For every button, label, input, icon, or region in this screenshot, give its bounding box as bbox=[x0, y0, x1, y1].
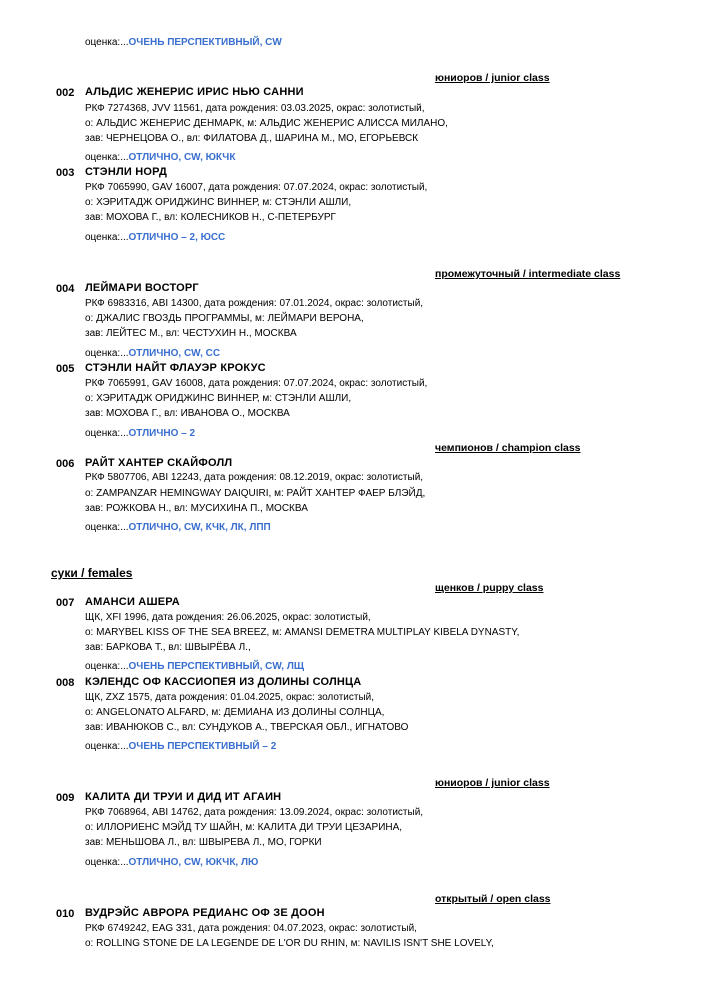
parents-line: о: ИЛЛОРИЕНС МЭЙД ТУ ШАЙН, м: КАЛИТА ДИ ТРУИ ЦЕЗАРИНА, bbox=[85, 822, 403, 833]
grade-value: ОЧЕНЬ ПЕРСПЕКТИВНЫЙ – 2 bbox=[128, 741, 277, 752]
entry-number: 010 bbox=[56, 908, 75, 920]
dog-name: ВУДРЭЙС АВРОРА РЕДИАНС ОФ ЗЕ ДООН bbox=[85, 907, 325, 919]
grade-row bbox=[85, 857, 258, 869]
dog-name: АМАНСИ АШЕРА bbox=[85, 596, 180, 608]
entry-number: 003 bbox=[56, 167, 75, 179]
breeder-owner-line: зав: ЛЕЙТЕС М., вл: ЧЕСТУХИН Н., МОСКВА bbox=[85, 328, 297, 339]
class-header-junior: юниоров / junior class bbox=[435, 777, 550, 789]
registration-line: РКФ 5807706, ABI 12243, дата рождения: 08.12.2019, окрас: золотистый, bbox=[85, 472, 424, 483]
grade-value: ОТЛИЧНО, CW, КЧК, ЛК, ЛПП bbox=[128, 522, 271, 533]
parents-line: о: MARYBEL KISS OF THE SEA BREEZ, м: AMANSI DEMETRA MULTIPLAY KIBELA DYNASTY, bbox=[85, 627, 520, 638]
registration-line: РКФ 6749242, EAG 331, дата рождения: 04.07.2023, окрас: золотистый, bbox=[85, 923, 417, 934]
grade-row bbox=[85, 522, 271, 534]
grade-label: оценка:... bbox=[85, 661, 129, 672]
registration-line: РКФ 6983316, ABI 14300, дата рождения: 07.01.2024, окрас: золотистый, bbox=[85, 298, 424, 309]
grade-row bbox=[85, 232, 225, 244]
entry-number: 009 bbox=[56, 792, 75, 804]
entry-number: 007 bbox=[56, 597, 75, 609]
dog-name: АЛЬДИС ЖЕНЕРИС ИРИС НЬЮ САННИ bbox=[85, 86, 304, 98]
class-header-intermediate: промежуточный / intermediate class bbox=[435, 268, 621, 280]
breeder-owner-line: зав: МОХОВА Г., вл: ИВАНОВА О., МОСКВА bbox=[85, 408, 290, 419]
breeder-owner-line: зав: МОХОВА Г., вл: КОЛЕСНИКОВ Н., С-ПЕТЕРБУРГ bbox=[85, 212, 336, 223]
grade-value: ОТЛИЧНО, CW, ЮКЧК bbox=[128, 152, 236, 163]
registration-line: ЩК, XFI 1996, дата рождения: 26.06.2025, окрас: золотистый, bbox=[85, 612, 371, 623]
grade-value: ОТЛИЧНО, CW, ЮКЧК, ЛЮ bbox=[128, 857, 259, 868]
registration-line: РКФ 7274368, JVV 11561, дата рождения: 03.03.2025, окрас: золотистый, bbox=[85, 103, 425, 114]
breeder-owner-line: зав: БАРКОВА Т., вл: ШВЫРЁВА Л., bbox=[85, 642, 251, 653]
class-header-junior: юниоров / junior class bbox=[435, 72, 550, 84]
registration-line: РКФ 7065990, GAV 16007, дата рождения: 07.07.2024, окрас: золотистый, bbox=[85, 182, 428, 193]
parents-line: о: ХЭРИТАДЖ ОРИДЖИНС ВИННЕР, м: СТЭНЛИ АШЛИ, bbox=[85, 197, 352, 208]
parents-line: о: АЛЬДИС ЖЕНЕРИС ДЕНМАРК, м: АЛЬДИС ЖЕНЕРИС АЛИССА МИЛАНО, bbox=[85, 118, 448, 129]
grade-label: оценка:... bbox=[85, 348, 129, 359]
registration-line: ЩК, ZXZ 1575, дата рождения: 01.04.2025, окрас: золотистый, bbox=[85, 692, 375, 703]
grade-row bbox=[85, 428, 195, 440]
entry-number: 004 bbox=[56, 283, 75, 295]
parents-line: о: ХЭРИТАДЖ ОРИДЖИНС ВИННЕР, м: СТЭНЛИ АШЛИ, bbox=[85, 393, 352, 404]
grade-label: оценка:... bbox=[85, 152, 129, 163]
grade-row bbox=[85, 348, 220, 360]
section-header-females bbox=[51, 566, 132, 580]
registration-line: РКФ 7065991, GAV 16008, дата рождения: 07.07.2024, окрас: золотистый, bbox=[85, 378, 428, 389]
grade-value: ОТЛИЧНО – 2, ЮСС bbox=[128, 232, 226, 243]
entry-number: 008 bbox=[56, 677, 75, 689]
dog-name: КАЛИТА ДИ ТРУИ И ДИД ИТ АГАИН bbox=[85, 791, 282, 803]
dog-name: РАЙТ ХАНТЕР СКАЙФОЛЛ bbox=[85, 457, 233, 469]
registration-line: РКФ 7068964, ABI 14762, дата рождения: 13.09.2024, окрас: золотистый, bbox=[85, 807, 424, 818]
grade-label: оценка:... bbox=[85, 741, 129, 752]
parents-line: о: ДЖАЛИС ГВОЗДЬ ПРОГРАММЫ, м: ЛЕЙМАРИ ВЕРОНА, bbox=[85, 313, 364, 324]
grade-value: ОТЛИЧНО, CW, CC bbox=[128, 348, 221, 359]
dog-name: СТЭНЛИ НОРД bbox=[85, 166, 168, 178]
grade-row bbox=[85, 152, 235, 164]
grade-row bbox=[85, 37, 282, 49]
breeder-owner-line: зав: ИВАНЮКОВ С., вл: СУНДУКОВ А., ТВЕРСКАЯ ОБЛ., ИГНАТОВО bbox=[85, 722, 409, 733]
class-header-champion: чемпионов / champion class bbox=[435, 442, 581, 454]
entry-number: 002 bbox=[56, 87, 75, 99]
grade-label: оценка:... bbox=[85, 857, 129, 868]
grade-label: оценка:... bbox=[85, 522, 129, 533]
grade-label: оценка:... bbox=[85, 37, 129, 48]
grade-value: ОЧЕНЬ ПЕРСПЕКТИВНЫЙ, CW bbox=[128, 37, 282, 48]
grade-value: ОТЛИЧНО – 2 bbox=[128, 428, 196, 439]
breeder-owner-line: зав: ЧЕРНЕЦОВА О., вл: ФИЛАТОВА Д., ШАРИНА М., МО, ЕГОРЬЕВСК bbox=[85, 133, 419, 144]
breeder-owner-line: зав: РОЖКОВА Н., вл: МУСИХИНА П., МОСКВА bbox=[85, 503, 308, 514]
breeder-owner-line: зав: МЕНЬШОВА Л., вл: ШВЫРЕВА Л., МО, ГОРКИ bbox=[85, 837, 322, 848]
entry-number: 005 bbox=[56, 363, 75, 375]
dog-name: СТЭНЛИ НАЙТ ФЛАУЭР КРОКУС bbox=[85, 362, 266, 374]
grade-label: оценка:... bbox=[85, 232, 129, 243]
class-header-open: открытый / open class bbox=[435, 893, 551, 905]
section-prefix: суки / bbox=[51, 566, 85, 580]
parents-line: о: ROLLING STONE DE LA LEGENDE DE L'OR DU RHIN, м: NAVILIS ISN'T SHE LOVELY, bbox=[85, 938, 494, 949]
parents-line: о: ZAMPANZAR HEMINGWAY DAIQUIRI, м: РАЙТ ХАНТЕР ФАЕР БЛЭЙД, bbox=[85, 488, 426, 499]
grade-row bbox=[85, 661, 304, 673]
grade-row bbox=[85, 741, 276, 753]
parents-line: о: ANGELONATO ALFARD, м: ДЕМИАНА ИЗ ДОЛИНЫ СОЛНЦА, bbox=[85, 707, 385, 718]
grade-value: ОЧЕНЬ ПЕРСПЕКТИВНЫЙ, CW, ЛЩ bbox=[128, 661, 305, 672]
entry-number: 006 bbox=[56, 458, 75, 470]
section-label: females bbox=[87, 566, 133, 580]
class-header-puppy: щенков / puppy class bbox=[435, 582, 544, 594]
grade-label: оценка:... bbox=[85, 428, 129, 439]
dog-name: ЛЕЙМАРИ ВОСТОРГ bbox=[85, 282, 199, 294]
dog-name: КЭЛЕНДС ОФ КАССИОПЕЯ ИЗ ДОЛИНЫ СОЛНЦА bbox=[85, 676, 362, 688]
